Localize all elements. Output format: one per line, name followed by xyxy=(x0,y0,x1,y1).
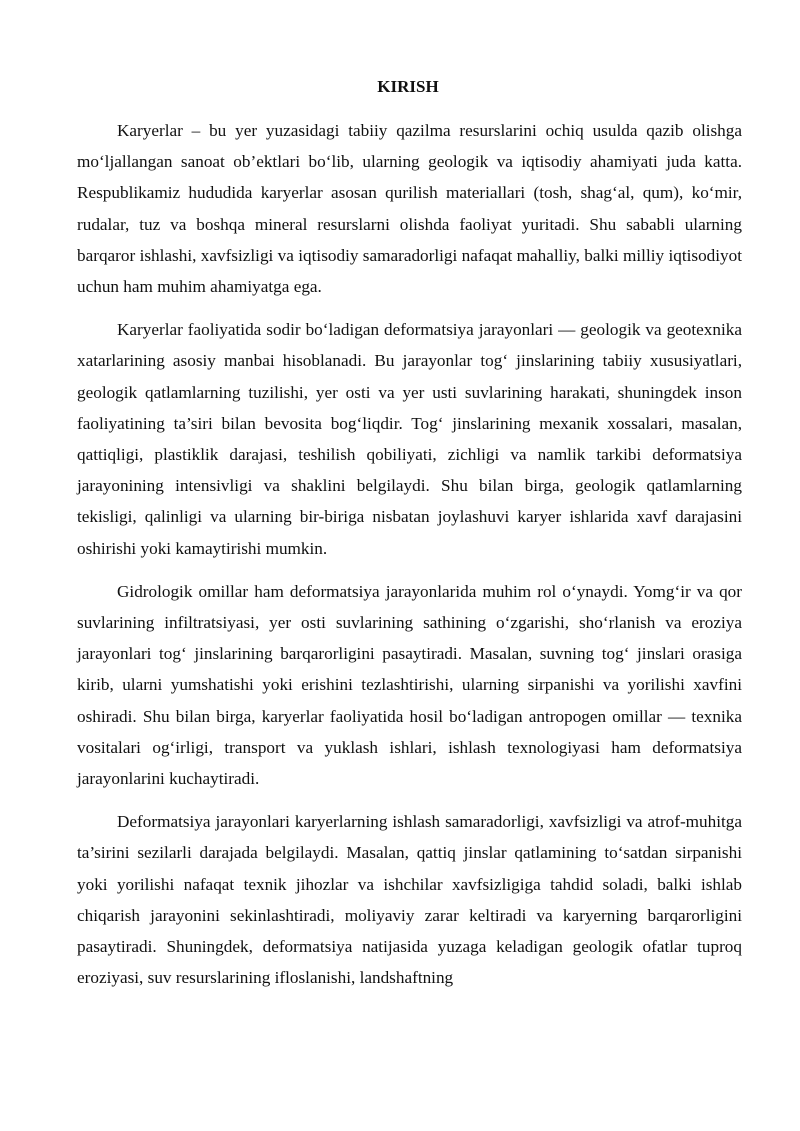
paragraph-1: Karyerlar – bu yer yuzasidagi tabiiy qazilma resurslarini ochiq usulda qazib olishga mo‘ljallangan sanoat ob’ektlari bo‘lib, ularning geologik va iqtisodiy ahamiyati juda katta. Respublikamiz hududida karyerlar asosan qurilish materiallari (tosh, shag‘al, qum), ko‘mir, rudalar, tuz va boshqa mineral resurslarni olishda faoliyat yuritadi. Shu sababli ularning barqaror ishlashi, xavfsizligi va iqtisodiy samaradorligi nafaqat mahalliy, balki milliy iqtisodiyot uchun ham muhim ahamiyatga ega. xyxy=(77,121,742,297)
paragraph-3: Gidrologik omillar ham deformatsiya jarayonlarida muhim rol o‘ynaydi. Yomg‘ir va qor suvlarining infiltratsiyasi, yer osti suvlarining sathining o‘zgarishi, sho‘rlanish va eroziya jarayonlari tog‘ jinslarining barqarorligini pasaytiradi. Masalan, suvning tog‘ jinslari orasiga kirib, ularni yumshatishi yoki erishini tezlashtirishi, ularning sirpanishi va yorilishi xavfini oshiradi. Shu bilan birga, karyerlar faoliyatida hosil bo‘ladigan antropogen omillar — texnika vositalari og‘irligi, transport va yuklash ishlari, ishlash texnologiyasi ham deformatsiya jarayonlarini kuchaytiradi. xyxy=(77,581,742,789)
paragraph-4: Deformatsiya jarayonlari karyerlarning ishlash samaradorligi, xavfsizligi va atrof-muhitga ta’sirini sezilarli darajada belgilaydi. Masalan, qattiq jinslar qatlamining to‘satdan sirpanishi yoki yorilishi nafaqat texnik jihozlar va ishchilar xavfsizligiga tahdid soladi, balki ishlab chiqarish jarayonini sekinlashtiradi, moliyaviy zarar keltiradi va karyerning barqarorligini pasaytiradi. Shuningdek, deformatsiya natijasida yuzaga keladigan geologik ofatlar tuproq eroziyasi, suv resurslarining ifloslanishi, landshaftning xyxy=(77,812,742,988)
body-text xyxy=(77,115,742,1005)
page-title: KIRISH xyxy=(377,77,439,96)
paragraph-2: Karyerlar faoliyatida sodir bo‘ladigan deformatsiya jarayonlari — geologik va geotexnika xatarlarining asosiy manbai hisoblanadi. Bu jarayonlar tog‘ jinslarining tabiiy xususiyatlari, geologik qatlamlarning tuzilishi, yer osti va yer usti suvlarining harakati, shuningdek inson faoliyatining ta’siri bilan bevosita bog‘liqdir. Tog‘ jinslarining mexanik xossalari, masalan, qattiqligi, plastiklik darajasi, teshilish qobiliyati, zichligi va namlik tarkibi deformatsiya jarayonining intensivligi va shaklini belgilaydi. Shu bilan birga, geologik qatlamlarning tekisligi, qalinligi va ularning bir-biriga nisbatan joylashuvi karyer ishlarida xavf darajasini oshirishi yoki kamaytirishi mumkin. xyxy=(77,320,742,558)
